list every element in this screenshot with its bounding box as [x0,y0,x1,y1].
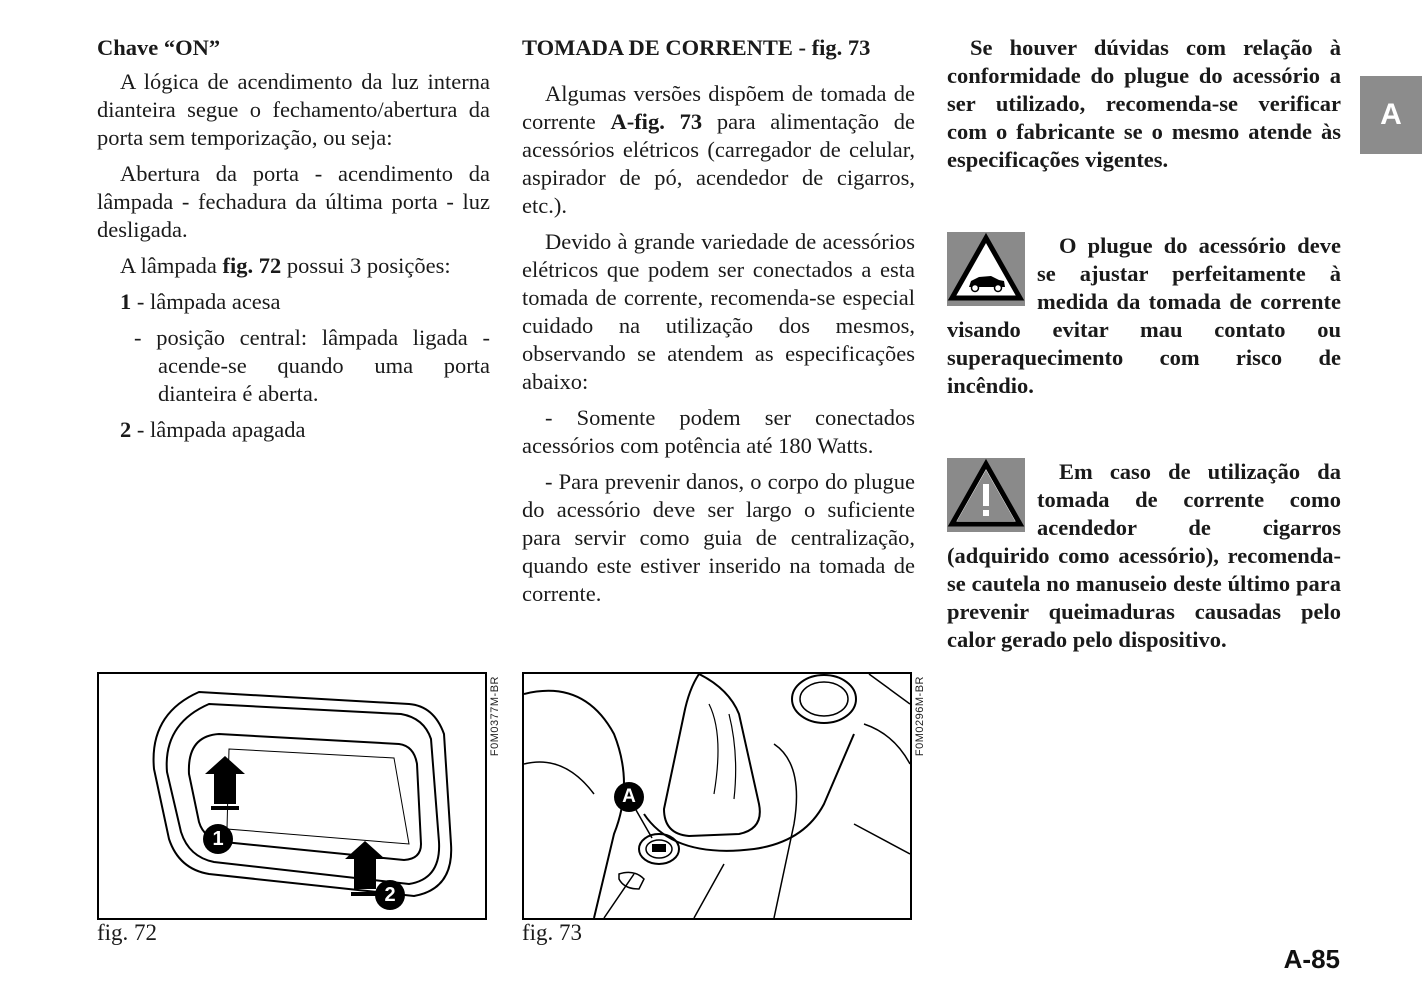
list-item: 2 - lâmpada apagada [120,417,306,442]
figure-caption: fig. 73 [522,920,583,945]
callout-2: 2 [375,880,405,910]
section-heading-tomada: TOMADA DE CORRENTE - fig. 73 [522,35,871,60]
page-number: A-85 [1283,944,1340,974]
warning-exclamation-icon [947,458,1025,532]
callout-A: A [614,782,644,812]
column-right [947,34,1341,654]
warning-car-icon [947,232,1025,306]
fig-reference: A-fig. 73 [610,109,703,134]
figure-code: F0M0377M-BR [489,676,501,757]
paragraph: Devido à grande variedade de acessórios elétricos que podem ser conectados a esta tomada de corrente, recomenda-se especial cuidado na utilização dos mesmos, observando se atendem as especificações abaixo: [522,229,915,394]
paragraph: Algumas versões dispõem de tomada de corrente A-fig. 73 para alimentação de acessórios elétricos (carregador de celular, aspirador de pó, acendedor de cigarros, etc.). [522,81,915,218]
figure-72-lamp [97,672,487,920]
warning-text: O plugue do acessório deve se ajustar perfeitamente à medida da tomada de corrente visando evitar mau contato ou superaquecimento com risco de incêndio. [947,233,1341,398]
paragraph: - Para prevenir danos, o corpo do plugue do acessório deve ser largo o suficiente para servir como guia de centralização, quando este estiver inserido na tomada de corrente. [522,469,915,606]
fig-reference: fig. 72 [222,253,282,278]
figure-caption: fig. 72 [97,920,158,945]
warning-block-lighter [947,458,1341,654]
paragraph-fig-ref: A lâmpada fig. 72 possui 3 posições: [120,253,451,278]
column-left [97,34,490,452]
column-middle [522,34,915,616]
bold-note: Se houver dúvidas com relação à conformidade do plugue do acessório a ser utilizado, recomenda-se verificar com o fabricante se o mesmo atende às especificações vigentes. [947,35,1341,172]
paragraph: A lógica de acendimento da luz interna dianteira segue o fechamento/abertura da porta sem temporização, ou seja: [97,69,490,150]
figure-73-socket [522,672,912,920]
section-heading-chave-on: Chave “ON” [97,35,221,60]
list-subitem: - posição central: lâmpada ligada - acende-se quando uma porta dianteira é aberta. [134,325,490,406]
figure-code: F0M0296M-BR [914,676,926,757]
callout-1: 1 [203,824,233,854]
section-tab: A [1360,76,1422,154]
paragraph: Abertura da porta - acendimento da lâmpada - fechadura da última porta - luz desligada. [97,161,490,242]
list-item: 1 - lâmpada acesa [120,289,281,314]
warning-block-plug [947,232,1341,400]
paragraph: - Somente podem ser conectados acessórios com potência até 180 Watts. [522,405,915,458]
warning-text: Em caso de utilização da tomada de corrente como acendedor de cigarros (adquirido como acessório), recomenda-se cautela no manuseio deste último para prevenir queimaduras causadas pelo calor gerado pelo dispositivo. [947,459,1341,652]
